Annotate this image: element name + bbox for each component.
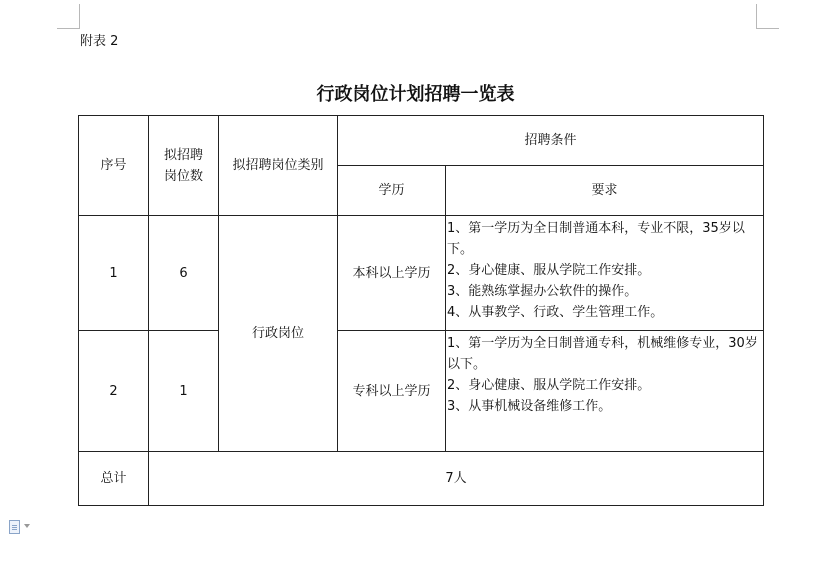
total-row — [79, 452, 764, 506]
page-icon — [9, 520, 20, 534]
page-corner-mark-right — [756, 4, 779, 29]
row-index: 2 — [79, 331, 149, 452]
category-cell: 行政岗位 — [219, 216, 338, 452]
row-requirements — [446, 331, 764, 452]
requirement-line: 3、能熟练掌握办公软件的操作。 — [447, 284, 638, 299]
header-education: 学历 — [338, 166, 446, 216]
row-education: 本科以上学历 — [338, 216, 446, 331]
dropdown-caret-icon — [24, 524, 30, 528]
header-index: 序号 — [79, 116, 149, 216]
requirement-line: 2、身心健康、服从学院工作安排。 — [447, 263, 651, 278]
row-index: 1 — [79, 216, 149, 331]
page-corner-mark-left — [57, 4, 80, 29]
header-conditions: 招聘条件 — [338, 116, 764, 166]
table-row — [79, 331, 764, 452]
header-category: 拟招聘岗位类别 — [219, 116, 338, 216]
total-label: 总计 — [79, 452, 149, 506]
recruitment-plan-table — [78, 115, 764, 506]
attachment-label: 附表 2 — [80, 34, 119, 49]
row-requirements — [446, 216, 764, 331]
requirement-line: 1、第一学历为全日制普通本科，专业不限，35岁以下。 — [447, 221, 745, 257]
requirement-line: 4、从事教学、行政、学生管理工作。 — [447, 305, 664, 320]
header-planned-count: 拟招聘 岗位数 — [149, 116, 219, 216]
header-requirements: 要求 — [446, 166, 764, 216]
row-count: 1 — [149, 331, 219, 452]
requirement-line: 2、身心健康、服从学院工作安排。 — [447, 378, 651, 393]
total-value: 7人 — [149, 452, 764, 506]
row-count: 6 — [149, 216, 219, 331]
document-title: 行政岗位计划招聘一览表 — [316, 84, 515, 105]
document-status-icon[interactable] — [9, 520, 37, 534]
table-row — [79, 216, 764, 331]
row-education: 专科以上学历 — [338, 331, 446, 452]
requirement-line: 3、从事机械设备维修工作。 — [447, 399, 612, 414]
requirement-line: 1、第一学历为全日制普通专科，机械维修专业，30岁以下。 — [447, 336, 758, 372]
